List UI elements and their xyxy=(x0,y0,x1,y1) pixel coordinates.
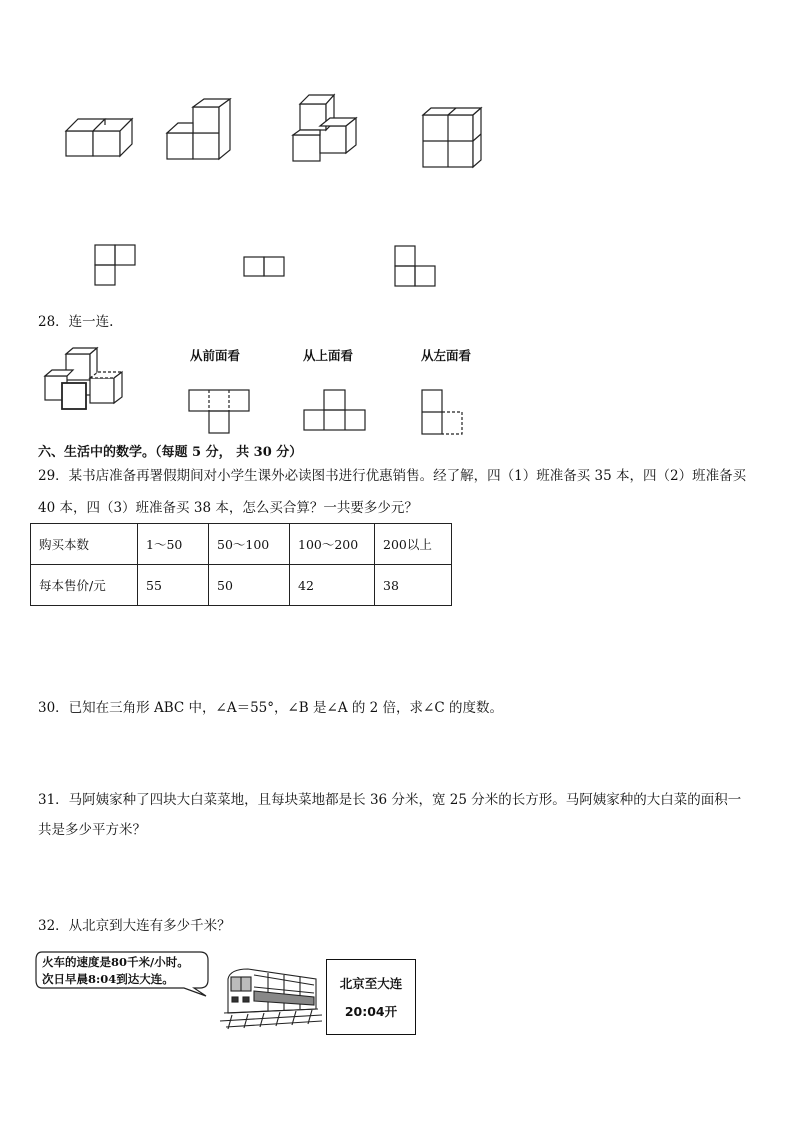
plane-view-2 xyxy=(244,257,284,276)
table-cell: 每本售价/元 xyxy=(31,565,138,606)
plane-view-1 xyxy=(95,245,135,285)
bubble-line-2: 次日早晨8:04到达大连。 xyxy=(42,972,174,986)
table-cell: 100～200 xyxy=(290,524,375,565)
departure-sign xyxy=(326,959,416,1035)
question-28-solid xyxy=(40,345,140,415)
view-label-left: 从左面看 xyxy=(421,348,472,363)
question-30-text: 30．已知在三角形 ABC 中，∠A＝55°，∠B 是∠A 的 2 倍，求∠C 的度数。 xyxy=(38,700,503,716)
question-31-line-2: 共是多少平方米？ xyxy=(38,822,146,838)
solid-figure-b xyxy=(167,99,230,159)
table-cell: 购买本数 xyxy=(31,524,138,565)
price-table xyxy=(30,523,452,606)
solid-figure-d xyxy=(423,108,481,167)
bubble-line-1: 火车的速度是80千米/小时。 xyxy=(42,955,189,969)
table-cell: 200以上 xyxy=(375,524,452,565)
sign-departure-time: 20:04开 xyxy=(344,1004,398,1019)
question-28-text: 28．连一连. xyxy=(38,314,114,330)
table-cell: 42 xyxy=(290,565,375,606)
plane-view-3 xyxy=(395,246,435,286)
solid-figure-a xyxy=(66,119,132,156)
table-cell: 1～50 xyxy=(138,524,209,565)
question-32-text: 32．从北京到大连有多少千米？ xyxy=(38,918,231,934)
section-6-title: 六、生活中的数学。（每题 5 分， 共 30 分） xyxy=(38,445,303,460)
sign-route: 北京至大连 xyxy=(339,976,403,991)
table-cell: 38 xyxy=(375,565,452,606)
view-label-front: 从前面看 xyxy=(190,348,241,363)
view-label-top: 从上面看 xyxy=(303,348,354,363)
table-row xyxy=(31,565,452,606)
table-cell: 50～100 xyxy=(209,524,290,565)
table-cell: 50 xyxy=(209,565,290,606)
table-cell: 55 xyxy=(138,565,209,606)
question-31-line-1: 31．马阿姨家种了四块大白菜菜地，且每块菜地都是长 36 分米，宽 25 分米的长方形。马阿姨家种的大白菜的面积一 xyxy=(38,792,742,808)
view-left-shape xyxy=(418,388,468,438)
table-row xyxy=(31,524,452,565)
view-top-shape xyxy=(302,388,372,438)
view-front-shape xyxy=(186,388,256,438)
question-29-line-2: 40 本，四（3）班准备买 38 本，怎么买合算？一共要多少元？ xyxy=(38,500,418,516)
question-29-line-1: 29．某书店准备再署假期间对小学生课外必读图书进行优惠销售。经了解，四（1）班准备买 35 本，四（2）班准备买 xyxy=(38,468,747,484)
solid-figure-c xyxy=(293,95,356,161)
train-icon xyxy=(218,965,322,1033)
cube-figures-top xyxy=(0,0,794,300)
